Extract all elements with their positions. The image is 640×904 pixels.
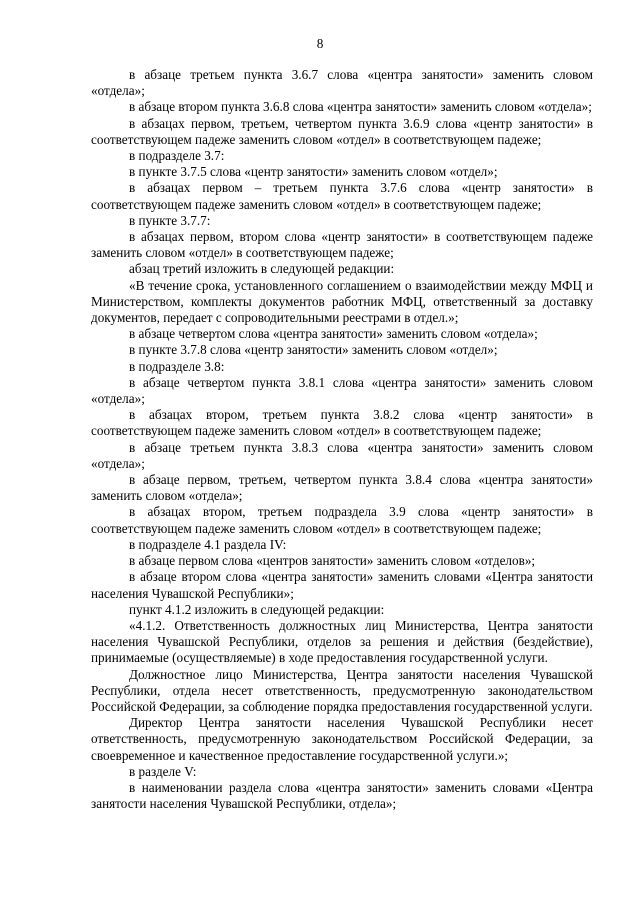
paragraph: в подразделе 4.1 раздела IV: (129, 536, 287, 552)
paragraph: в абзаце втором слова «центра занятости» заменить словами «Центра занятости населения Чувашской Республики»; (91, 569, 593, 601)
quoted-paragraph: Директор Центра занятости населения Чувашской Республики несет ответственность, предусмотренную законодательством Российской Федерации, за своевременное и качественное предоставление государственной услуги.»; (91, 715, 593, 763)
paragraph: в абзаце третьем пункта 3.6.7 слова «центра занятости» заменить словом «отдела»; (91, 67, 593, 99)
document-body (91, 67, 593, 812)
paragraph: в пункте 3.7.7: (129, 212, 211, 228)
paragraph: в наименовании раздела слова «центра занятости» заменить словами «Центра занятости населения Чувашской Республики, отдела»; (91, 779, 593, 812)
paragraph: в абзаце первом, третьем, четвертом пункта 3.8.4 слова «центра занятости» заменить словом «отдела»; (91, 472, 593, 504)
paragraph: в подразделе 3.7: (129, 148, 225, 164)
paragraph: в абзацах первом, втором слова «центр занятости» в соответствующем падеже заменить словом «отдел» в соответствующем падеже; (91, 229, 593, 261)
paragraph: в абзаце третьем пункта 3.8.3 слова «центра занятости» заменить словом «отдела»; (91, 439, 593, 471)
paragraph: в абзаце четвертом слова «центра занятости» заменить словом «отдела»; (129, 326, 538, 342)
paragraph: в подразделе 3.8: (129, 358, 225, 374)
paragraph: в абзацах первом, третьем, четвертом пункта 3.6.9 слова «центр занятости» в соответствующем падеже заменить словом «отдел» в соответствующем падеже; (91, 115, 593, 147)
paragraph: в разделе V: (129, 763, 197, 779)
paragraph: абзац третий изложить в следующей редакции: (129, 261, 395, 277)
paragraph: в абзацах первом – третьем пункта 3.7.6 слова «центр занятости» в соответствующем падеже заменить словом «отдел» в соответствующем падеже; (91, 180, 593, 212)
paragraph: в пункте 3.7.5 слова «центр занятости» заменить словом «отдел»; (129, 164, 498, 180)
paragraph: в абзаце первом слова «центров занятости» заменить словом «отделов»; (129, 553, 536, 569)
quoted-paragraph: «В течение срока, установленного соглашением о взаимодействии между МФЦ и Министерством, комплекты документов работник МФЦ, ответственный за доставку документов, передает с сопроводительными реестрами в отдел.»; (91, 277, 593, 326)
paragraph: в абзацах втором, третьем пункта 3.8.2 слова «центр занятости» в соответствующем падеже заменить словом «отдел» в соответствующем падеже; (91, 407, 593, 439)
quoted-paragraph: «4.1.2. Ответственность должностных лиц Министерства, Центра занятости населения Чувашской Республики, отделов за решения и действия (бездействие), принимаемые (осуществляемые) в ходе предоставления государственной услуги. (91, 617, 593, 666)
paragraph: в пункте 3.7.8 слова «центр занятости» заменить словом «отдел»; (129, 342, 498, 358)
paragraph: в абзаце четвертом пункта 3.8.1 слова «центра занятости» заменить словом «отдела»; (91, 374, 593, 407)
paragraph: в абзаце втором пункта 3.6.8 слова «центра занятости» заменить словом «отдела»; (129, 99, 592, 115)
paragraph: в абзацах втором, третьем подраздела 3.9 слова «центр занятости» в соответствующем падеже заменить словом «отдел» в соответствующем падеже; (91, 504, 593, 536)
quoted-paragraph: Должностное лицо Министерства, Центра занятости населения Чувашской Республики, отдела несет ответственность, предусмотренную законодательством Российской Федерации, за соблюдение порядка предоставления государственной услуги. (91, 666, 593, 714)
paragraph: пункт 4.1.2 изложить в следующей редакции: (129, 601, 385, 617)
page-number: 8 (316, 36, 324, 51)
